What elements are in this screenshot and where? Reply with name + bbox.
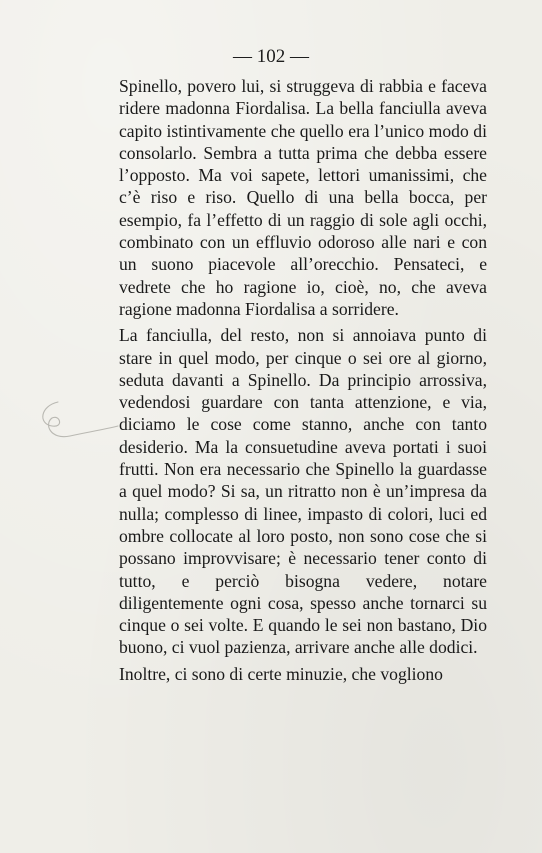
paragraph: Spinello, povero lui, si struggeva di rabbia e faceva ridere madonna Fiordalisa. La bella fanciulla aveva capito istintivamente che quello era l’unico modo di consolarlo. Sembra a tutta prima che debba essere l’opposto. Ma voi sapete, lettori umanissimi, che c’è riso e riso. Quello di una bella bocca, per esempio, fa l’effetto di un raggio di sole agli occhi, combinato con un effluvio odoroso alle nari e con un suono piacevole all’orecchio. Pensateci, e vedrete che ho ragione io, cioè, no, che aveva ragione madonna Fiordalisa a sorridere. (119, 76, 487, 319)
page-number: — 102 — (233, 46, 309, 67)
paragraph: La fanciulla, del resto, non si annoiava punto di stare in quel modo, per cinque o sei ore al giorno, seduta davanti a Spinello. Da principio arrossiva, vedendosi guardare con tanta attenzione, e via, diciamo le cose come stanno, anche con tanto desiderio. Ma la consuetudine aveva portati i suoi frutti. Non era necessario che Spinello la guardasse a quel modo? Si sa, un ritratto non è un’impresa da nulla; complesso di linee, impasto di colori, luci ed ombre collocate al loro posto, non sono cose che si possano improvvisare; è necessario tener conto di tutto, e perciò bisogna vedere, notare diligentemente ogni cosa, spesso anche tornarci su cinque o sei volte. E quando le sei non bastano, Dio buono, ci vuol pazienza, arrivare anche alle dodici. (119, 325, 487, 658)
paragraph: Inoltre, ci sono di certe minuzie, che vogliono (119, 663, 443, 684)
body-text (119, 75, 487, 685)
pencil-annotation (30, 396, 120, 448)
